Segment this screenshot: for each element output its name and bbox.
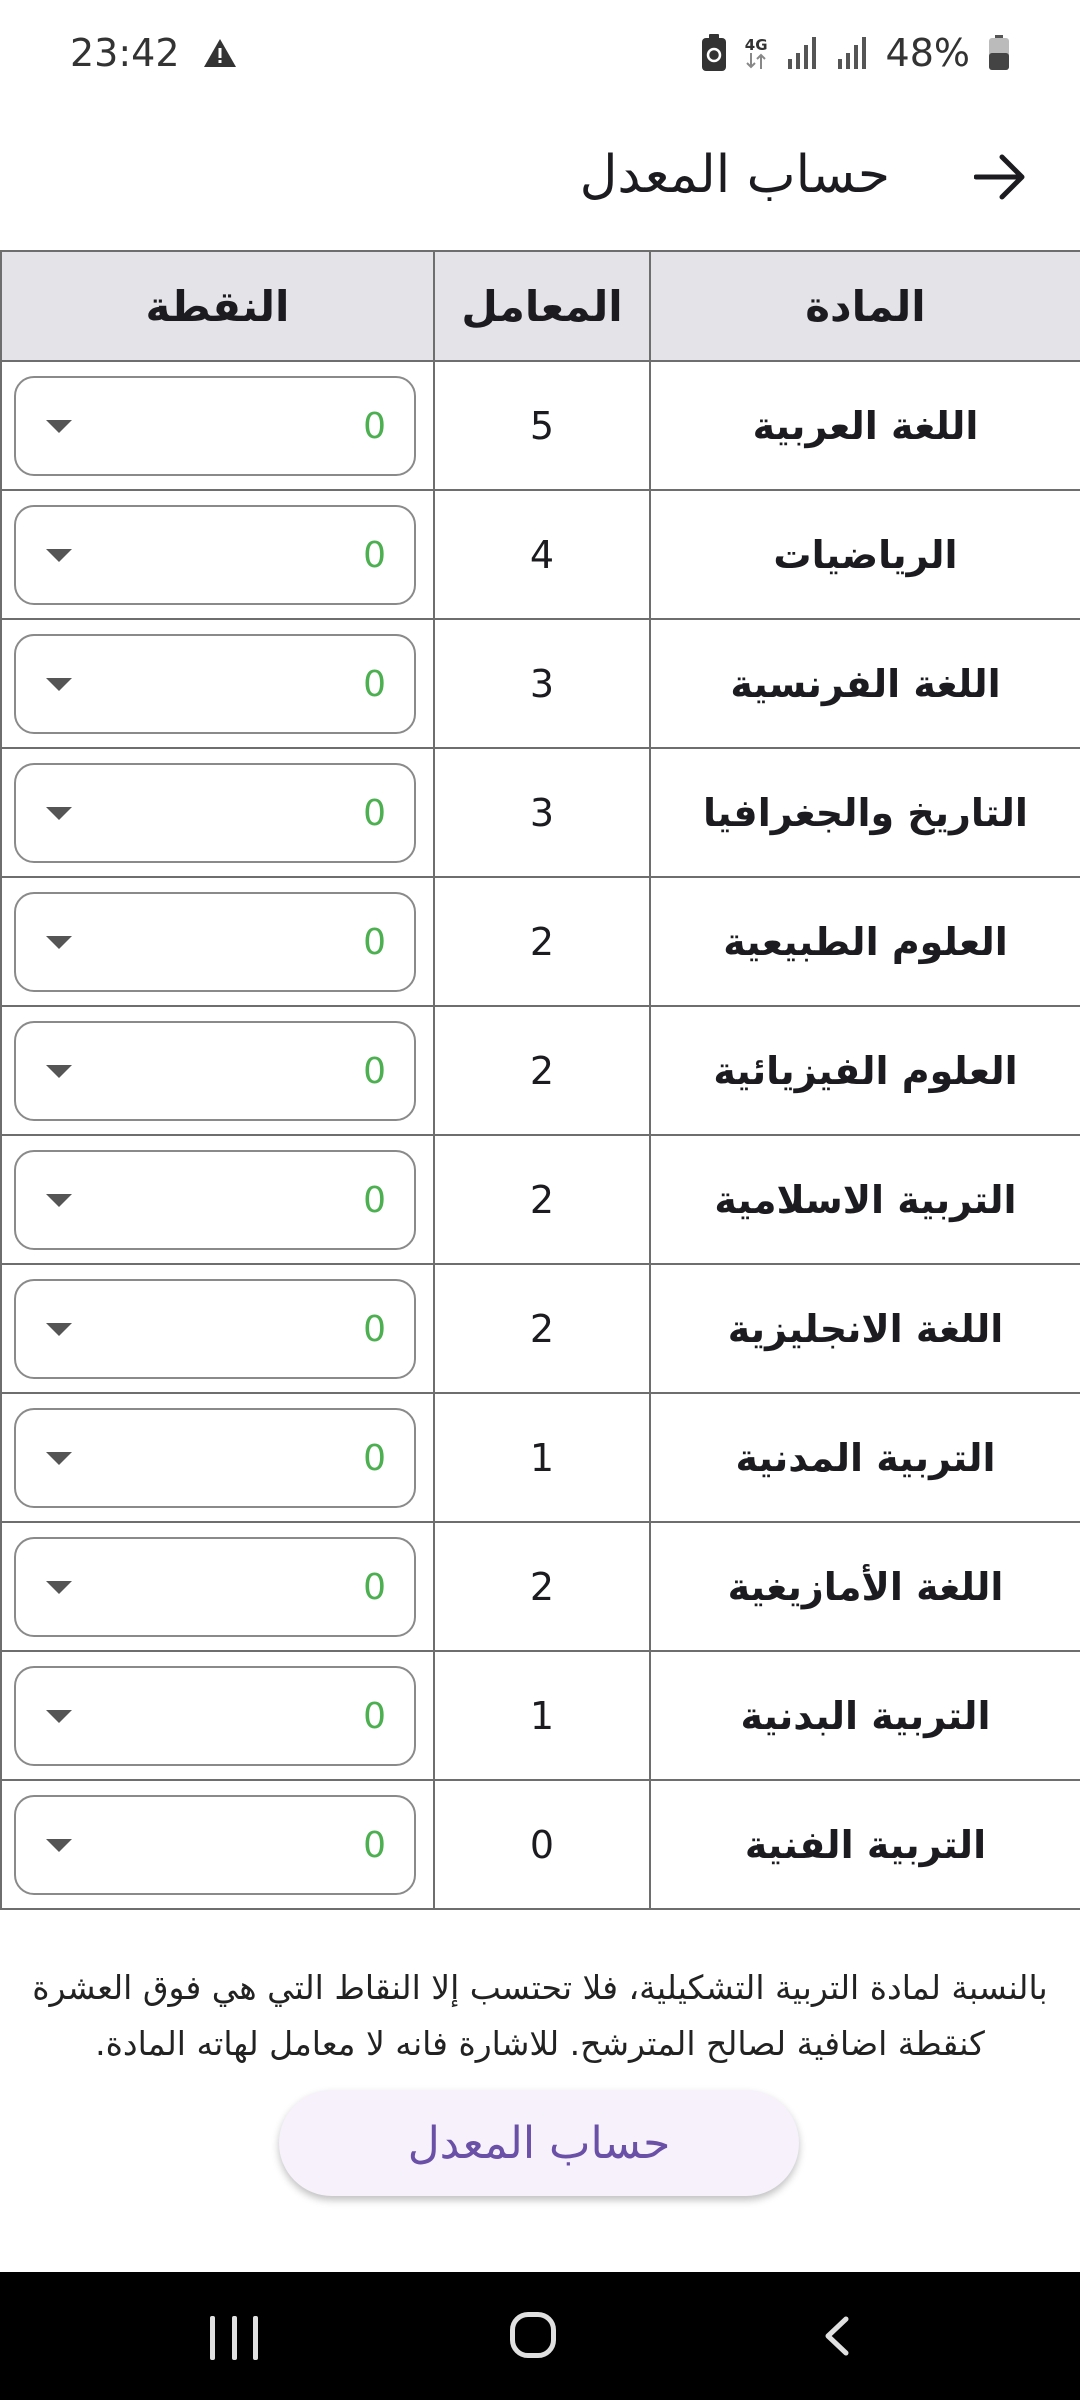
grade-value: 0 xyxy=(363,1566,386,1608)
grade-dropdown[interactable] xyxy=(14,376,416,476)
grade-dropdown[interactable] xyxy=(14,763,416,863)
table-row xyxy=(1,1264,1080,1393)
network-label: 4G xyxy=(744,35,768,54)
grade-cell xyxy=(1,1006,434,1135)
coefficient-cell: 2 xyxy=(434,1264,650,1393)
grade-dropdown[interactable] xyxy=(14,1021,416,1121)
coefficient-cell: 3 xyxy=(434,619,650,748)
grade-cell xyxy=(1,877,434,1006)
grade-value: 0 xyxy=(363,663,386,705)
coefficient-cell: 0 xyxy=(434,1780,650,1909)
grade-dropdown[interactable] xyxy=(14,634,416,734)
network-4g-icon xyxy=(745,37,768,69)
header-grade: النقطة xyxy=(1,251,434,361)
system-nav-bar xyxy=(0,2272,1080,2400)
dropdown-arrow-icon xyxy=(46,549,72,562)
dropdown-arrow-icon xyxy=(46,1194,72,1207)
home-icon[interactable] xyxy=(510,2312,556,2358)
grades-table xyxy=(0,250,1080,1910)
battery-icon xyxy=(988,35,1010,71)
status-right xyxy=(701,31,1010,75)
dropdown-arrow-icon xyxy=(46,1065,72,1078)
dropdown-arrow-icon xyxy=(46,678,72,691)
grade-value: 0 xyxy=(363,1308,386,1350)
header-coefficient: المعامل xyxy=(434,251,650,361)
subject-cell: اللغة الانجليزية xyxy=(650,1264,1080,1393)
coefficient-cell: 2 xyxy=(434,1522,650,1651)
grade-cell xyxy=(1,361,434,490)
table-header-row xyxy=(1,251,1080,361)
subject-cell: العلوم الطبيعية xyxy=(650,877,1080,1006)
grade-value: 0 xyxy=(363,792,386,834)
page-title: حساب المعدل xyxy=(579,145,890,205)
coefficient-cell: 5 xyxy=(434,361,650,490)
header-subject: المادة xyxy=(650,251,1080,361)
subject-cell: اللغة الفرنسية xyxy=(650,619,1080,748)
coefficient-cell: 1 xyxy=(434,1393,650,1522)
grade-value: 0 xyxy=(363,405,386,447)
subject-cell: التربية الاسلامية xyxy=(650,1135,1080,1264)
table-row xyxy=(1,1522,1080,1651)
dropdown-arrow-icon xyxy=(46,1839,72,1852)
table-row xyxy=(1,1780,1080,1909)
art-education-note: بالنسبة لمادة التربية التشكيلية، فلا تحتسب إلا النقاط التي هي فوق العشرة كنقطة اضافية لصالح المترشح. للاشارة فانه لا معامل لهاته المادة. xyxy=(32,1968,1048,2063)
grade-dropdown[interactable] xyxy=(14,1279,416,1379)
calculate-average-button[interactable]: حساب المعدل xyxy=(279,2090,799,2196)
grade-dropdown[interactable] xyxy=(14,892,416,992)
back-button[interactable] xyxy=(960,137,1040,217)
dropdown-arrow-icon xyxy=(46,420,72,433)
grade-value: 0 xyxy=(363,1695,386,1737)
back-nav-icon[interactable] xyxy=(822,2316,852,2356)
coefficient-cell: 3 xyxy=(434,748,650,877)
arrow-right-icon xyxy=(974,154,1026,200)
subject-cell: اللغة الأمازيغية xyxy=(650,1522,1080,1651)
subject-cell: العلوم الفيزيائية xyxy=(650,1006,1080,1135)
recent-apps-icon[interactable] xyxy=(210,2316,258,2360)
table-row xyxy=(1,1006,1080,1135)
app-bar xyxy=(0,105,1080,250)
grade-cell xyxy=(1,1393,434,1522)
table-row xyxy=(1,1135,1080,1264)
coefficient-cell: 2 xyxy=(434,1135,650,1264)
grade-cell xyxy=(1,1264,434,1393)
coefficient-cell: 2 xyxy=(434,877,650,1006)
subject-cell: التربية البدنية xyxy=(650,1651,1080,1780)
recycle-notification-icon xyxy=(701,34,727,72)
grade-dropdown[interactable] xyxy=(14,1537,416,1637)
battery-percent: 48% xyxy=(885,30,970,75)
table-row xyxy=(1,361,1080,490)
grade-value: 0 xyxy=(363,1437,386,1479)
grade-value: 0 xyxy=(363,921,386,963)
subject-cell: الرياضيات xyxy=(650,490,1080,619)
dropdown-arrow-icon xyxy=(46,1710,72,1723)
grade-dropdown[interactable] xyxy=(14,1408,416,1508)
dropdown-arrow-icon xyxy=(46,807,72,820)
subject-cell: التاريخ والجغرافيا xyxy=(650,748,1080,877)
coefficient-cell: 2 xyxy=(434,1006,650,1135)
table-row xyxy=(1,619,1080,748)
grade-dropdown[interactable] xyxy=(14,1666,416,1766)
grade-cell xyxy=(1,1135,434,1264)
dropdown-arrow-icon xyxy=(46,1581,72,1594)
table-row xyxy=(1,877,1080,1006)
grade-cell xyxy=(1,490,434,619)
grade-dropdown[interactable] xyxy=(14,505,416,605)
grade-dropdown[interactable] xyxy=(14,1150,416,1250)
subject-cell: التربية المدنية xyxy=(650,1393,1080,1522)
signal-icon xyxy=(786,37,818,69)
table-row xyxy=(1,748,1080,877)
coefficient-cell: 1 xyxy=(434,1651,650,1780)
status-left xyxy=(70,31,238,75)
status-bar xyxy=(0,0,1080,105)
table-row xyxy=(1,1651,1080,1780)
dropdown-arrow-icon xyxy=(46,1323,72,1336)
grade-cell xyxy=(1,748,434,877)
table-row xyxy=(1,490,1080,619)
grade-value: 0 xyxy=(363,534,386,576)
signal-icon xyxy=(836,37,868,69)
grade-cell xyxy=(1,1780,434,1909)
clock: 23:42 xyxy=(70,30,180,75)
grade-cell xyxy=(1,1651,434,1780)
warning-icon xyxy=(202,37,238,69)
grade-value: 0 xyxy=(363,1824,386,1866)
subject-cell: اللغة العربية xyxy=(650,361,1080,490)
subject-cell: التربية الفنية xyxy=(650,1780,1080,1909)
grade-cell xyxy=(1,1522,434,1651)
dropdown-arrow-icon xyxy=(46,1452,72,1465)
coefficient-cell: 4 xyxy=(434,490,650,619)
grade-cell xyxy=(1,619,434,748)
table-row xyxy=(1,1393,1080,1522)
grade-value: 0 xyxy=(363,1179,386,1221)
grade-dropdown[interactable] xyxy=(14,1795,416,1895)
grade-value: 0 xyxy=(363,1050,386,1092)
dropdown-arrow-icon xyxy=(46,936,72,949)
